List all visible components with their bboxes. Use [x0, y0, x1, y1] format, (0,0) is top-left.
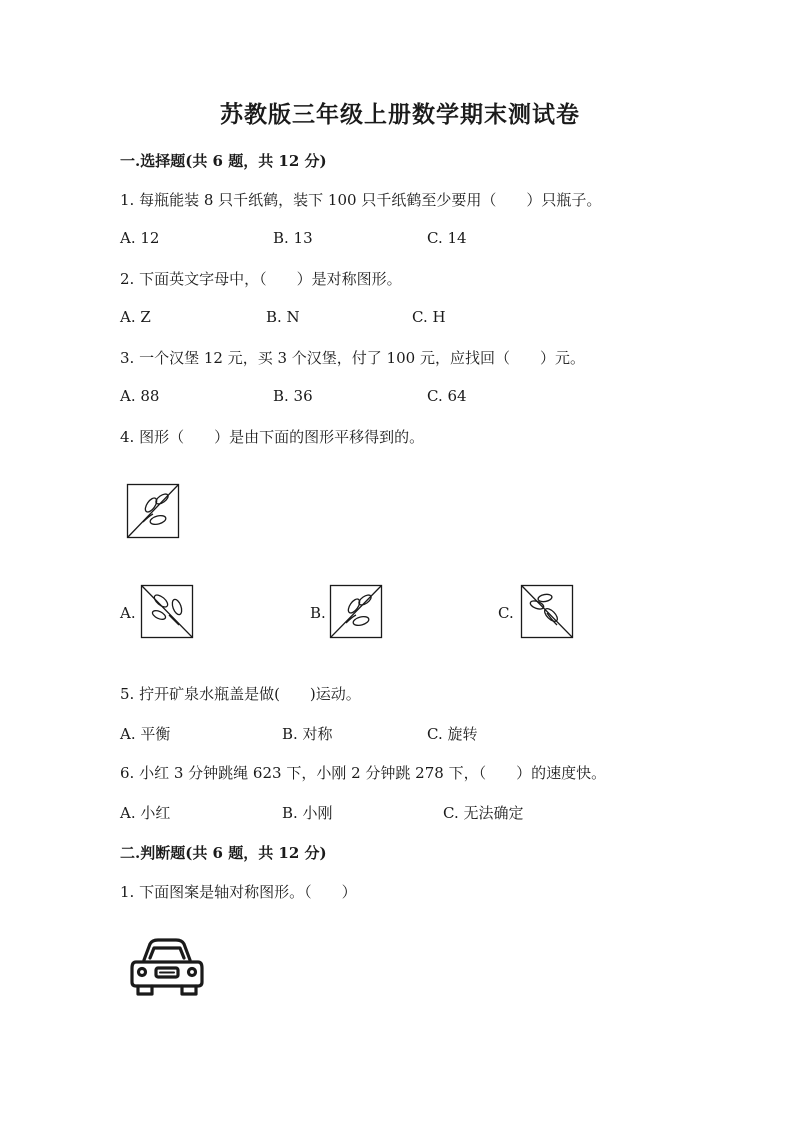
leaf-figure-original [127, 484, 179, 538]
question-3-stem: 3. 一个汉堡 12 元，买 3 个汉堡，付了 100 元，应找回（ ）元。 [120, 349, 585, 367]
question-3-option-b: B. 36 [273, 387, 313, 405]
leaf-figure-option-c [521, 585, 573, 638]
question-5-stem: 5. 拧开矿泉水瓶盖是做( )运动。 [120, 685, 361, 703]
question-2-stem: 2. 下面英文字母中，（ ）是对称图形。 [120, 270, 402, 288]
question-5-option-c: C. 旋转 [427, 725, 478, 743]
question-1-option-c: C. 14 [427, 229, 467, 247]
question-4-option-a: A. [120, 604, 136, 622]
page-title: 苏教版三年级上册数学期末测试卷 [220, 101, 580, 128]
question-2-option-a: A. Z [120, 308, 151, 326]
car-figure [130, 938, 204, 998]
question-1-option-b: B. 13 [273, 229, 313, 247]
question-1-option-a: A. 12 [120, 229, 160, 247]
question-6-option-a: A. 小红 [120, 804, 171, 822]
section-choice-heading: 一.选择题(共 6 题，共 12 分) [120, 152, 327, 170]
section-judge-heading: 二.判断题(共 6 题，共 12 分) [120, 844, 327, 862]
question-6-option-c: C. 无法确定 [443, 804, 524, 822]
question-4-option-c: C. [498, 604, 514, 622]
question-6-option-b: B. 小刚 [282, 804, 333, 822]
question-2-option-b: B. N [266, 308, 300, 326]
question-6-stem: 6. 小红 3 分钟跳绳 623 下，小刚 2 分钟跳 278 下，（ ）的速度快。 [120, 764, 607, 782]
question-5-option-a: A. 平衡 [120, 725, 171, 743]
question-2-option-c: C. H [412, 308, 446, 326]
question-5-option-b: B. 对称 [282, 725, 333, 743]
question-3-option-a: A. 88 [120, 387, 160, 405]
question-4-stem: 4. 图形（ ）是由下面的图形平移得到的。 [120, 428, 425, 446]
leaf-figure-option-b [330, 585, 382, 638]
question-1-stem: 1. 每瓶能装 8 只千纸鹤，装下 100 只千纸鹤至少要用（ ）只瓶子。 [120, 191, 602, 209]
question-3-option-c: C. 64 [427, 387, 467, 405]
leaf-figure-option-a [141, 585, 193, 638]
question-4-option-b: B. [310, 604, 326, 622]
judge-question-1-stem: 1. 下面图案是轴对称图形。（ ） [120, 883, 357, 901]
